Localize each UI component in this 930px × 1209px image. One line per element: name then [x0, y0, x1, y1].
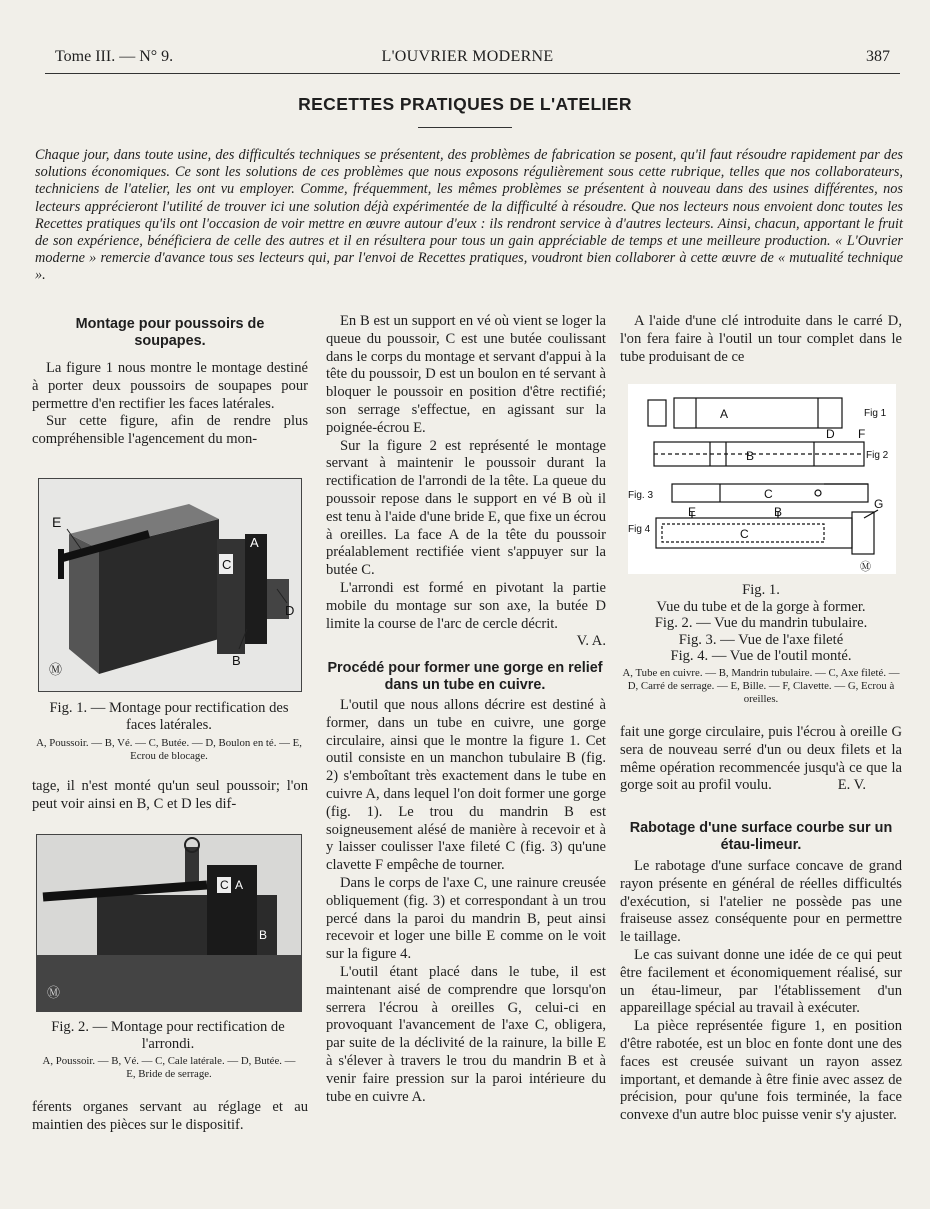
- tube-fig1-label: Fig 1: [864, 408, 887, 419]
- fig1-label-d: D: [285, 603, 295, 618]
- paragraph: Sur la figure 2 est représenté le montage servant à maintenir le poussoir durant la rectification de l'arrondi de la tête. La queue du poussoir repose dans le support en vé B où il est tenu à l'aide d'une bride E, que fixe un écrou à oreilles. La face A de la tête du poussoir préalablement rectifiée vient s'appuyer sur la butée C.: [326, 437, 606, 579]
- paragraph: L'outil étant placé dans le tube, il est maintenant aisé de comprendre que lorsqu'on serrera l'écrou à oreilles G, celui-ci en provoquant l'avancement de l'axe C, obligera, par suite de la déclivité de la rainure, la bille E à s'élever à travers le trou du mandrin B et à venir faire pression sur la paroi intérieure du tube en cuivre A.: [326, 963, 606, 1105]
- paragraph: La figure 1 nous montre le montage destiné à porter deux poussoirs de soupapes pour permettre d'en rectifier les faces latérales.: [32, 360, 308, 412]
- figure-2-legend: A, Poussoir. — B, Vé. — C, Cale latérale. — D, Butée. — E, Bride de serrage.: [42, 1055, 296, 1080]
- page-number: 387: [866, 48, 890, 65]
- paragraph: tage, il n'est monté qu'un seul poussoir; l'on peut voir ainsi en B, C et D les dif-: [32, 778, 308, 812]
- signature: V. A.: [576, 633, 606, 650]
- paragraph: L'arrondi est formé en pivotant la partie mobile du montage sur son axe, la butée D limite la course de l'arc de cercle décrit.: [326, 579, 606, 632]
- tube-label-f: F: [858, 427, 866, 441]
- tube-label-b-fig2: B: [746, 449, 755, 463]
- caption-line: Vue du tube et de la gorge à former.: [656, 598, 866, 615]
- header-divider: [45, 73, 900, 74]
- tube-label-g: G: [874, 497, 884, 511]
- fig1-label-e: E: [52, 514, 62, 530]
- signature: E. V.: [837, 777, 866, 794]
- paragraph: Le rabotage d'une surface concave de grand rayon présente en général de réelles difficultés d'exécution, si l'atelier ne possède pas une fraiseuse assez conséquente pour en permettre le taillage.: [620, 858, 902, 946]
- paragraph: A l'aide d'une clé introduite dans le carré D, l'on fera faire à l'outil un tour complet dans le tube produisant de ce: [620, 313, 902, 365]
- fig1-label-a: A: [250, 535, 259, 550]
- tube-figure-caption: [620, 582, 902, 665]
- section-title-rabotage: Rabotage d'une surface courbe sur un étau-limeur.: [629, 820, 893, 853]
- figure-2-caption: Fig. 2. — Montage pour rectification de l'arrondi.: [51, 1019, 285, 1052]
- paragraph: La pièce représentée figure 1, en position d'être rabotée, est un bloc en fonte dont une des faces est creusée suivant un rayon assez important, et demande à être finie avec assez de précision, pour qu'une fois terminée, la face convexe d'un autre bloc puisse venir s'y ajuster.: [620, 1018, 902, 1124]
- engraver-mark: Ⓜ: [49, 662, 63, 677]
- paragraph: Le cas suivant donne une idée de ce qui peut être facilement et économiquement réalisé, sur un étau-limeur, par l'établissement d'un appareillage spécial au travail à exécuter.: [620, 946, 902, 1017]
- paragraph: L'outil que nous allons décrire est destiné à former, dans un tube en cuivre, une gorge circulaire, ainsi que le montre la figure 1. Cet outil consiste en un manchon tubulaire B (fig. 2) s'emboîtant très exactement dans le tube en cuivre A, dans lequel l'on doit former une gorge (fig. 1). Le trou du mandrin B est soigneusement alésé de manière à recevoir et à y laisser coulisser l'axe fileté C (fig. 3) qu'une clavette F empêche de tourner.: [326, 697, 606, 874]
- figure-1-drawing: [39, 479, 301, 691]
- tube-label-c-fig3: C: [764, 487, 773, 501]
- col1-text-b: [32, 778, 308, 814]
- figure-1-legend: A, Poussoir. — B, Vé. — C, Butée. — D, Boulon en té. — E, Ecrou de blocage.: [36, 737, 302, 762]
- fig2-label-c: C: [220, 878, 229, 892]
- figure-2-photo: [36, 834, 302, 1012]
- tube-fig3-label: Fig. 3: [628, 490, 654, 501]
- tube-figure-legend: A, Tube en cuivre. — B, Mandrin tubulaire. — C, Axe fileté. — D, Carré de serrage. — E, Bille. — F, Clavette. — G, Ecrou à oreilles.: [622, 667, 900, 705]
- figure-1-photo: [38, 478, 302, 692]
- col2-text-b: [326, 697, 606, 1106]
- fig1-label-b: B: [232, 653, 241, 668]
- caption-line: Fig. 3. — Vue de l'axe fileté: [678, 631, 844, 648]
- col3-text-b: [620, 724, 902, 795]
- col1-text-c: [32, 1099, 308, 1135]
- col3-text-c: [620, 858, 902, 1125]
- figure-1-caption: Fig. 1. — Montage pour rectification des faces latérales.: [49, 700, 289, 733]
- section-title-poussoirs: Montage pour poussoirs de soupapes.: [75, 316, 265, 349]
- running-header: [45, 44, 890, 68]
- tube-tool-drawing: [628, 384, 896, 574]
- caption-line: Fig. 2. — Vue du mandrin tubulaire.: [654, 615, 868, 632]
- fig1-label-c: C: [222, 557, 232, 572]
- caption-line: Fig. 1.: [742, 582, 780, 598]
- figure-2-drawing: [37, 835, 301, 1011]
- intro-paragraph: Chaque jour, dans toute usine, des difficultés techniques se présentent, des problèmes de fabrication se posent, qu'il faut résoudre rapidement par des solutions économiques. Ce sont les solutions de ces problèmes que nous exposons régulièrement sous cette rubrique, telles que nos collaborateurs, techniciens de l'atelier, les ont vu employer. Comme, fréquemment, les mêmes problèmes se présentent à nouveau dans des usines différentes, nos lecteurs apprécieront l'utilité de trouver ici une solution déjà expérimentée de la difficulté à résoudre. Que nos lecteurs nous envoient donc toutes les Recettes pratiques qu'ils ont l'occasion de voir mettre en œuvre autour d'eux : ils rendront service à d'autres lecteurs. Ainsi, chacun, apportant le fruit de son expérience, bénéficiera de celle des autres et il en résultera pour tous un gain appréciable de temps et une meilleure production. « L'Ouvrier moderne » remercie d'avance tous ses lecteurs qui, par l'envoi de Recettes pratiques, voudront bien collaborer à cette œuvre de « mutualité technique ».: [35, 147, 903, 284]
- tube-label-a: A: [720, 407, 729, 421]
- journal-name: L'OUVRIER MODERNE: [381, 48, 554, 65]
- tube-label-c-fig4: C: [740, 527, 749, 541]
- fig2-label-b: B: [259, 928, 268, 942]
- paragraph: En B est un support en vé où vient se loger la queue du poussoir, C est une butée coulissant dans le corps du montage et servant d'appui à la tête du poussoir, D est un boulon en té servant à bloquer le poussoir en position d'être rectifié; son serrage s'effectue, en agissant sur la poignée-écrou E.: [326, 313, 606, 436]
- tube-label-e: E: [688, 505, 697, 519]
- tube-fig2-label: Fig 2: [866, 450, 889, 461]
- paragraph: fait une gorge circulaire, puis l'écrou à oreille G sera de nouveau serré d'un ou deux filets et la même opération recommencée jusqu'à ce que la gorge soit au profil voulu.: [620, 724, 902, 794]
- paragraph: Sur cette figure, afin de rendre plus compréhensible l'agencement du mon-: [32, 413, 308, 448]
- section-title-gorge: Procédé pour former une gorge en relief dans un tube en cuivre.: [327, 660, 603, 693]
- caption-line: Fig. 4. — Vue de l'outil monté.: [670, 648, 852, 665]
- paragraph: Dans le corps de l'axe C, une rainure creusée obliquement (fig. 3) et correspondant à un trou percé dans la paroi du mandrin B, peut ainsi recevoir et loger une bille E comme on le voit sur la figure 4.: [326, 874, 606, 963]
- col1-text-a: [32, 360, 308, 449]
- page-title: RECETTES PRATIQUES DE L'ATELIER: [298, 94, 632, 114]
- tube-fig4-label: Fig 4: [628, 524, 651, 535]
- tube-label-b-fig4: B: [774, 505, 783, 519]
- paragraph: férents organes servant au réglage et au maintien des pièces sur le dispositif.: [32, 1099, 308, 1133]
- fig2-label-a: A: [235, 878, 244, 892]
- figure-tube-tool: [628, 384, 896, 574]
- engraver-mark: Ⓜ: [47, 985, 61, 1000]
- col3-text-a: [620, 313, 902, 366]
- title-divider: [418, 127, 512, 128]
- col2-text-a: [326, 313, 606, 651]
- tube-label-d: D: [826, 427, 835, 441]
- volume-number: Tome III. — N° 9.: [55, 48, 174, 65]
- engraver-mark: Ⓜ: [860, 561, 871, 573]
